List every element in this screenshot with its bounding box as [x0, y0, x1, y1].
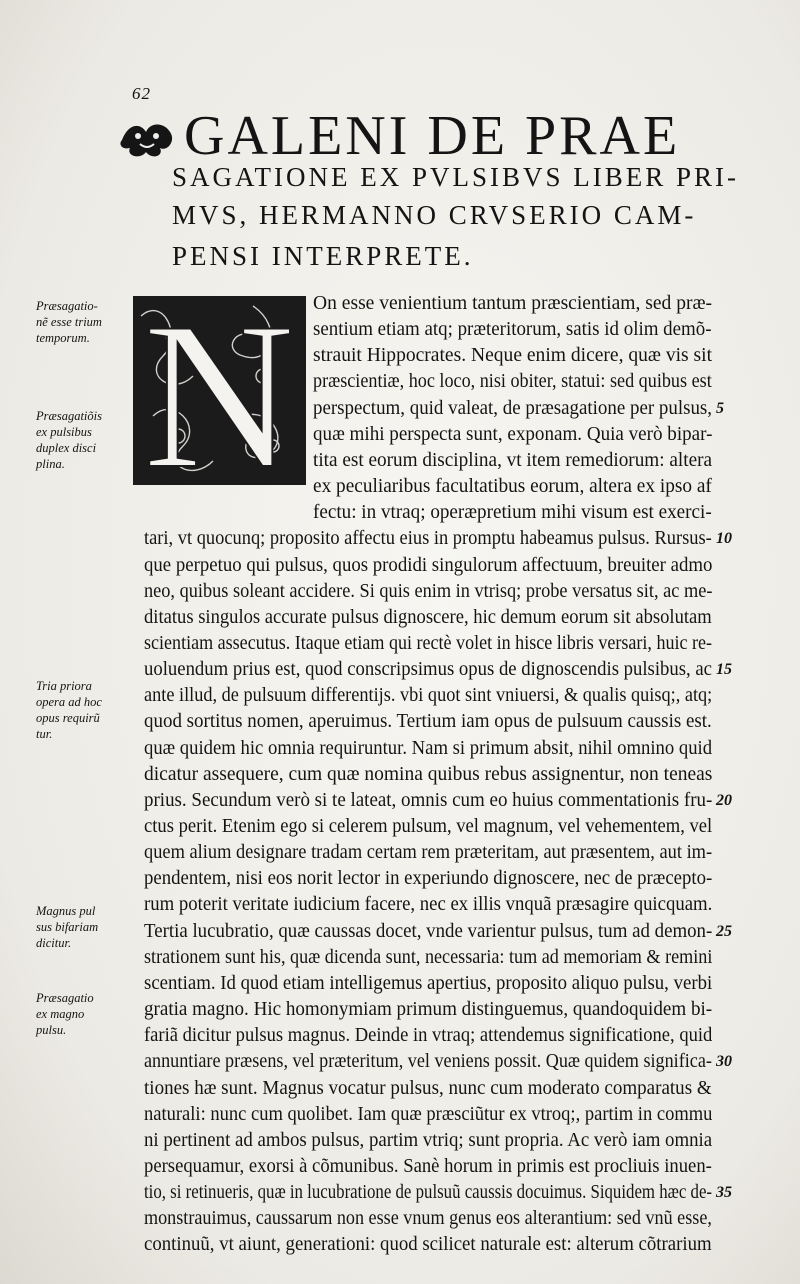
text-line: rum poterit veritate iudicium facere, nec ex illis vnquã præsagire quicquam.	[144, 894, 713, 916]
text-line: præscientiæ, hoc loco, nisi obiter, statui: sed quibus est	[313, 371, 712, 393]
margin-note-line: opus requirũ	[36, 711, 100, 725]
margin-note-line: nẽ esse trium	[36, 315, 102, 329]
text-line: persequamur, exorsi à cõmunibus. Sanè horum in primis est procliuis inuen-	[144, 1155, 712, 1177]
margin-note-line: plina.	[36, 457, 65, 471]
margin-note	[36, 408, 124, 472]
margin-note-line: pulsu.	[36, 1023, 67, 1037]
margin-note	[36, 903, 124, 951]
text-line: On esse venientium tantum præscientiam, sed præ-	[313, 293, 713, 314]
title-heading: GALENI DE PRAE	[184, 105, 681, 167]
line-number: 5	[716, 399, 724, 417]
text-line: fariã dicitur pulsus magnus. Deinde in vtraq; attendemus significatione, quid	[144, 1025, 713, 1047]
text-line: ni pertinent ad ambos pulsus, partim vtriq; sunt propria. Ac verò iam omnia	[144, 1129, 713, 1151]
text-line: dicatur assequere, cum quæ nomina quibus rebus assignentur, non teneas	[144, 763, 713, 785]
text-line: naturali: nunc cum quolibet. Iam quæ præsciũtur ex vtroq;, partim in commu	[144, 1103, 713, 1125]
text-line: quod sortitus nomen, aperuimus. Tertium iam opus de pulsuum caussis est.	[144, 711, 712, 733]
text-line: quæ quidem hic omnia requiruntur. Nam si primum absit, nihil omnino quid	[144, 737, 713, 759]
text-line: ante illud, de pulsuum differentijs. vbi quot sint vniuersi, & qualis quisq;, atq;	[144, 685, 713, 707]
margin-note-line: duplex disci	[36, 441, 97, 455]
line-number: 30	[716, 1053, 732, 1071]
margin-note-line: Præsagatiõis	[36, 409, 102, 423]
text-line: tiones hæ sunt. Magnus vocatur pulsus, nunc cum moderato comparatus &	[144, 1077, 712, 1099]
line-number: 15	[716, 661, 732, 679]
margin-note-line: dicitur.	[36, 936, 72, 950]
text-line: tita est eorum disciplina, vt item remediorum: altera	[313, 449, 713, 471]
margin-note-line: Præsagatio-	[36, 299, 98, 313]
drop-cap-letter: N	[143, 296, 295, 485]
line-number: 20	[716, 791, 732, 809]
title-line: PENSI INTERPRETE.	[172, 241, 474, 271]
margin-note-line: Tria priora	[36, 679, 92, 693]
margin-note	[36, 298, 124, 346]
margin-note-line: ex magno	[36, 1007, 85, 1021]
text-line: scientiam assecutus. Itaque etiam qui rectè volet in hisce libris versari, huic re-	[144, 632, 713, 654]
margin-note-line: ex pulsibus	[36, 425, 92, 439]
margin-note-line: temporum.	[36, 331, 90, 345]
text-line: tari, vt quocunq; proposito affectu eius in promptu habeamus pulsus. Rursus-	[144, 528, 712, 550]
line-number: 10	[716, 530, 732, 548]
text-line: que perpetuo qui pulsus, quos prodidi singulorum affectuum, breuiter admo	[144, 554, 713, 576]
text-line: sentium etiam atq; præteritorum, satis id olim demõ-	[313, 319, 712, 341]
title-line: MVS, HERMANNO CRVSERIO CAM-	[172, 200, 697, 230]
margin-note	[36, 990, 124, 1038]
text-line: quæ mihi perspecta sunt, exponam. Quia verò bipar-	[313, 423, 713, 445]
text-line: gratia magno. Hic homonymiam primum distinguemus, quandoquidem bi-	[144, 999, 713, 1021]
text-line: quem alium designare tradam certam rem præteritam, aut præsentem, aut im-	[144, 842, 713, 864]
text-line: perspectum, quid valeat, de præsagatione per pulsus,	[313, 397, 713, 419]
decorated-initial	[133, 296, 306, 485]
text-line: tio, si retinueris, quæ in lucubratione de pulsuũ caussis docuimus. Siquidem hæc de-	[144, 1182, 713, 1204]
text-line: Tertia lucubratio, quæ caussas docet, vnde varientur pulsus, tum ad demon-	[144, 920, 713, 942]
line-number: 35	[716, 1184, 732, 1202]
text-line: uoluendum prius est, quod conscripsimus opus de dignoscendis pulsibus, ac	[144, 659, 712, 681]
text-line: neo, quibus soleant accidere. Si quis enim in vtrisq; probe versatus sit, ac me-	[144, 580, 713, 602]
margin-note-line: Præsagatio	[36, 991, 94, 1005]
text-line: strauit Hippocrates. Neque enim dicere, quæ vis sit	[313, 345, 713, 367]
margin-note-line: sus bifariam	[36, 920, 99, 934]
text-line: ctus perit. Etenim ego si celerem pulsum, vel magnum, vel vehementem, vel	[144, 816, 713, 837]
title-line: SAGATIONE EX PVLSIBVS LIBER PRI-	[172, 162, 740, 192]
text-line: annuntiare præsens, vel præteritum, vel veniens possit. Quæ quidem significa-	[144, 1051, 712, 1073]
text-line: ex peculiaribus facultatibus eorum, altera ex ipso af	[313, 476, 712, 498]
text-line: scentiam. Id quod etiam intelligemus apertius, proposito aliquo pulsu, verbi	[144, 972, 713, 994]
text-line: monstrauimus, caussarum non esse vnum genus eos alterantium: sed vnũ esse,	[144, 1208, 712, 1230]
text-line: prius. Secundum verò si te lateat, omnis cum eo huius commentationis fru-	[144, 789, 713, 811]
text-line: fectu: in vtraq; operæpretium mihi visum est exerci-	[313, 502, 712, 524]
text-line: strationem sunt his, quæ dicenda sunt, necessaria: tum ad memoriam & remini	[144, 946, 713, 968]
page-number: 62	[132, 84, 151, 103]
margin-note-line: tur.	[36, 727, 53, 741]
line-number: 25	[716, 922, 732, 940]
margin-note-line: Magnus pul	[36, 904, 96, 918]
margin-note	[36, 678, 124, 742]
text-line: pendentem, nisi eos norit lector in experiundo dignoscere, nec de præcepto-	[144, 868, 713, 890]
fleuron-ornament-icon	[118, 118, 176, 162]
text-line: continuũ, vt aiunt, generationi: quod scilicet naturale est: alterum cõtrarium	[144, 1234, 712, 1256]
margin-note-line: opera ad hoc	[36, 695, 102, 709]
text-line: ditatus singulos accurate pulsus dignoscere, hic demum eorum sit absolutam	[144, 606, 712, 628]
